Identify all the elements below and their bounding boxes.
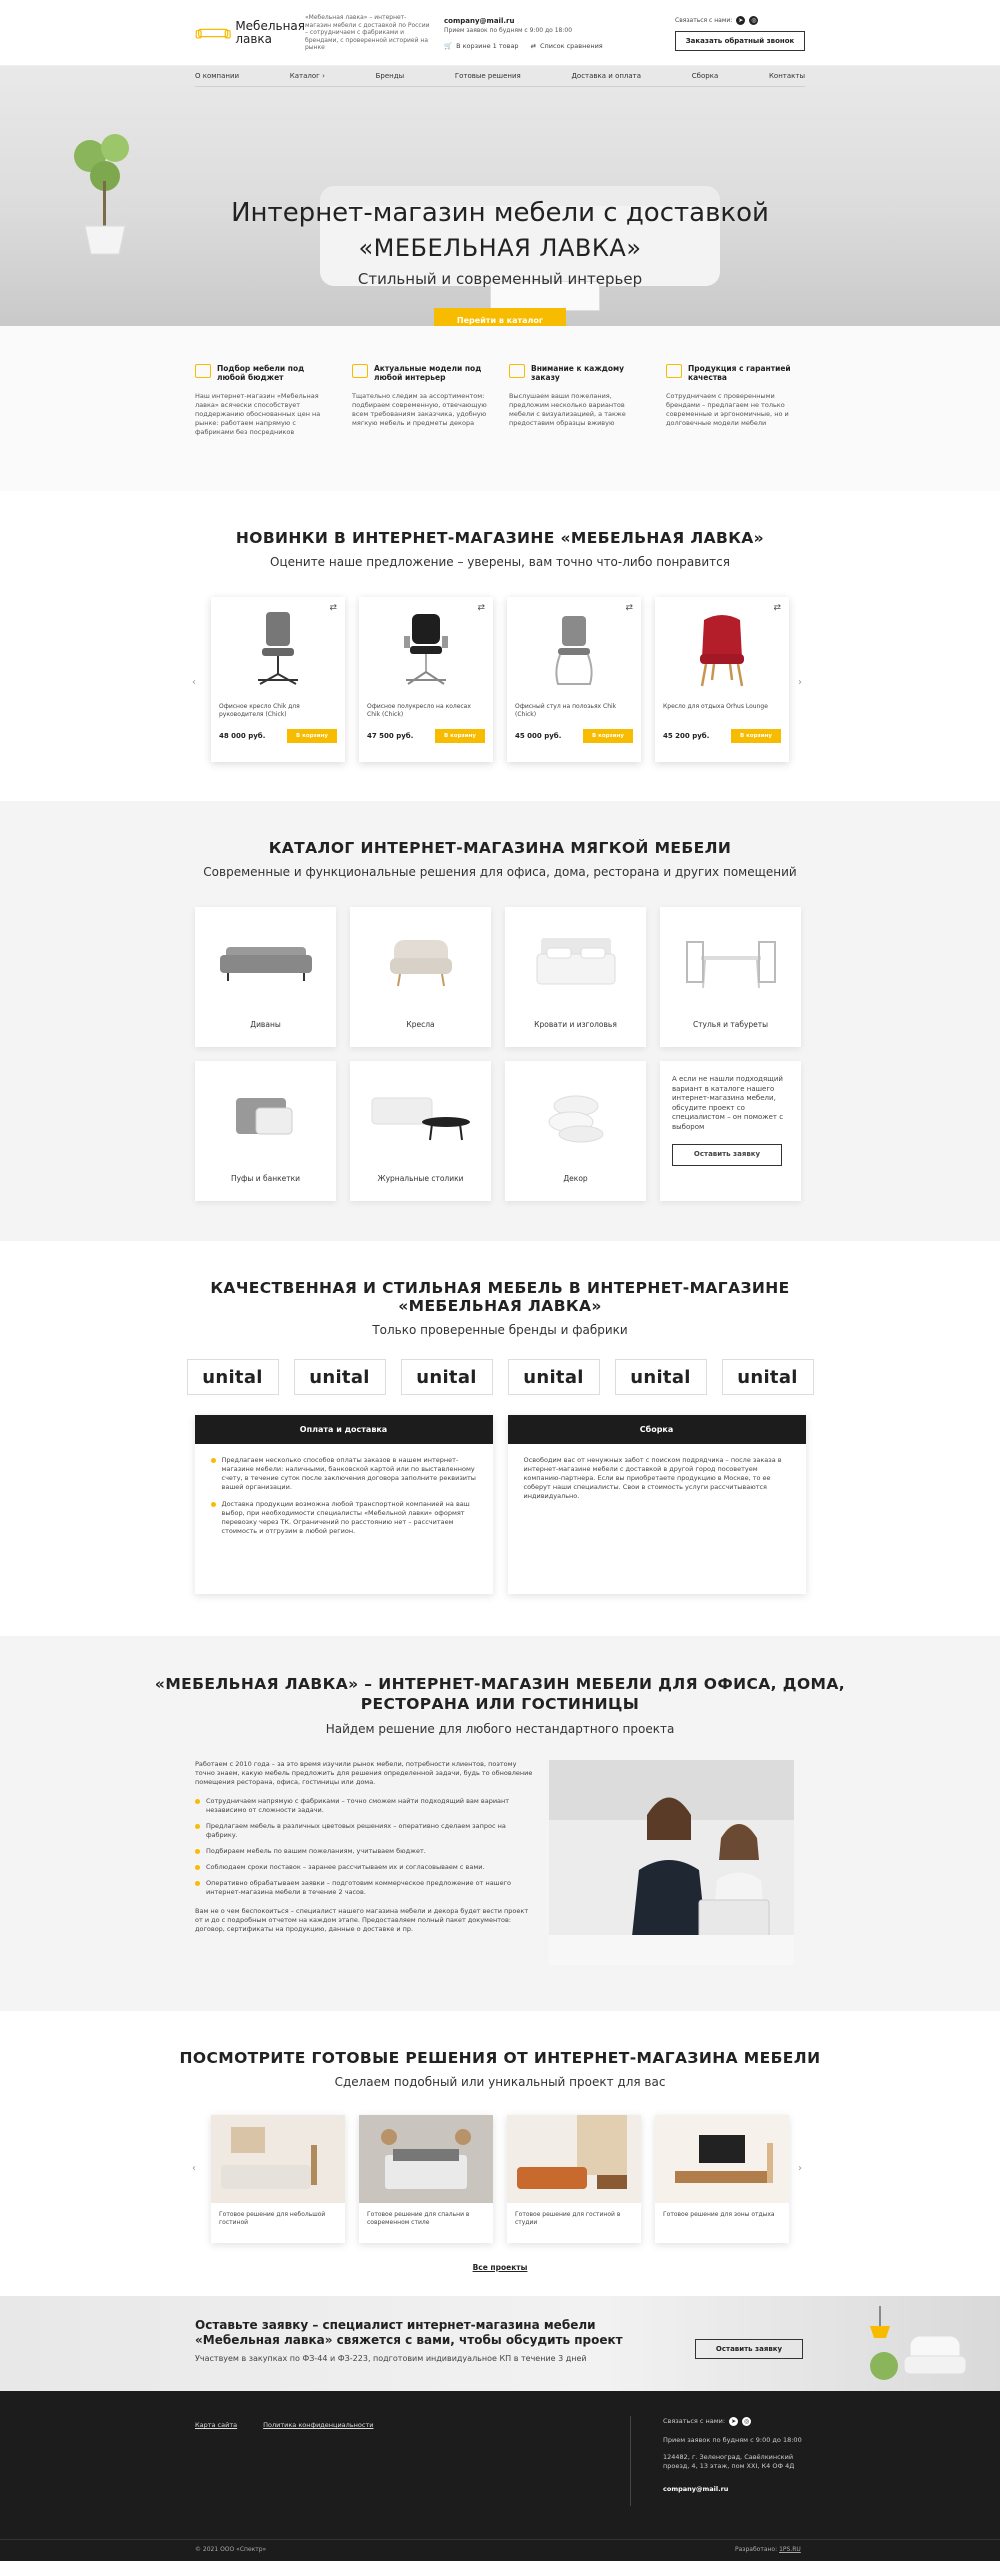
about-text: Работаем с 2010 года – за это время изучили рынок мебели, потребности клиентов, поэтому точно знаем, какую мебель предложить для решения определенной задачи, будь то обновление помещения ресторана, офиса, гостиницы или дома. Сотрудничаем напрямую с фабриками – точно сможем найти подходящий вам вариант независимо от сложности задачи. Предлагаем мебель в различных цветовых решениях – оперативно сделаем запрос на фабрику. Подбираем мебель по вашим пожеланиям, учитываем бюджет. Соблюдаем сроки поставок – заранее рассчитываем их и согласовываем с вами. Оперативно обрабатываем заявки – подготовим коммерческое предложение от нашего интернет-магазина мебели в течение 2 часов. Вам не о чем беспокоиться – специалист нашего магазина мебели и декора будет вести проект от и до с подробным отчетом на каждом этапе. Предоставляем полный пакет документов: договор, сертификаты на продукцию, данные о доставке и пр. bbox=[195, 1760, 535, 1965]
product-price: 45 000 руб. bbox=[515, 732, 562, 740]
header-hours: Прием заявок по будням с 9:00 до 18:00 bbox=[444, 26, 573, 34]
chairs-image bbox=[681, 932, 781, 992]
header-contacts bbox=[430, 17, 620, 50]
category-card[interactable]: Кресла bbox=[350, 907, 491, 1047]
telegram-icon[interactable]: ➤ bbox=[731, 2418, 737, 2425]
studio-image bbox=[507, 2115, 641, 2203]
section-subtitle: Оцените наше предложение – уверены, вам точно что-либо понравится bbox=[270, 555, 730, 569]
pouf-image bbox=[226, 1088, 306, 1144]
category-card[interactable]: Пуфы и банкетки bbox=[195, 1061, 336, 1201]
bullet-icon bbox=[195, 1865, 200, 1870]
brand-logo[interactable]: unital bbox=[187, 1359, 279, 1395]
compare-icon[interactable]: ⇄ bbox=[625, 603, 633, 613]
office-chair-image bbox=[248, 610, 308, 690]
hero-title-brand: «МЕБЕЛЬНАЯ ЛАВКА» bbox=[358, 234, 642, 262]
social-row: Связаться с нами: ➤ ◎ bbox=[675, 16, 757, 24]
footer-email[interactable]: company@mail.ru bbox=[663, 2485, 729, 2493]
logo[interactable] bbox=[195, 19, 305, 47]
product-price: 47 500 руб. bbox=[367, 732, 414, 740]
list-item: Доставка продукции возможна любой транспортной компанией на ваш выбор, при необходимости специалисты «Мебельной лавки» оформят перевозку через ТК. Ограничений по расстоянию нет – рассчитаем стоимость и отгрузим в любой регион. bbox=[211, 1500, 477, 1536]
catalog-button[interactable]: Перейти в каталог bbox=[434, 308, 566, 326]
lounge-chair-image bbox=[692, 610, 752, 690]
list-item: Предлагаем несколько способов оплаты заказов в нашем интернет-магазине мебели: наличными, банковской картой или по выставленному счету, в течение суток после заключения договора заполните реквизиты вашей организации. bbox=[211, 1456, 477, 1492]
bullet-icon bbox=[195, 1799, 200, 1804]
catalog-section bbox=[0, 801, 1000, 1241]
cart-link[interactable]: 🛒 В корзине 1 товар bbox=[444, 41, 519, 50]
request-button[interactable]: Оставить заявку bbox=[695, 2339, 803, 2359]
copyright-bar bbox=[0, 2539, 1000, 2561]
main-nav bbox=[195, 66, 805, 87]
brand-logo[interactable]: unital bbox=[508, 1359, 600, 1395]
assembly-title: Сборка bbox=[508, 1415, 806, 1444]
footer-contacts: Связаться с нами: ➤ ◎ Прием заявок по будням с 9:00 до 18:00 124482, г. Зеленоград, Савёлкинский проезд, 4, 13 этаж, пом XXI, К4 ОФ 4Д company@mail.ru bbox=[663, 2417, 802, 2493]
privacy-link[interactable]: Политика конфиденциальности bbox=[263, 2421, 374, 2429]
banner-subtitle: Участвуем в закупках по ФЗ-44 и ФЗ-223, подготовим индивидуальное КП в течение 3 дней bbox=[195, 2354, 587, 2363]
section-title: ПОСМОТРИТЕ ГОТОВЫЕ РЕШЕНИЯ ОТ ИНТЕРНЕТ-МАГАЗИНА МЕБЕЛИ bbox=[179, 2049, 821, 2067]
logo-text: Мебельная лавка bbox=[235, 19, 305, 46]
list-item: Соблюдаем сроки поставок – заранее рассчитываем их и согласовываем с вами. bbox=[195, 1863, 535, 1872]
footer-divider bbox=[630, 2416, 631, 2506]
assembly-block: Сборка Освободим вас от ненужных забот с поиском подрядчика – после заказа в интернет-магазине мебели с доставкой в другой город посоветуем компанию-партнера. Если вы приобретаете продукцию в Москве, то ее соберут наши специалисты. Свои в стоимость услуги рассчитываются индивидуально. bbox=[508, 1415, 806, 1594]
sofa-image bbox=[216, 937, 316, 987]
section-subtitle: Найдем решение для любого нестандартного проекта bbox=[325, 1722, 675, 1736]
footer bbox=[0, 2391, 1000, 2539]
slider-next-icon[interactable]: › bbox=[798, 677, 802, 688]
office-people-image bbox=[549, 1760, 794, 1965]
brand-logo[interactable]: unital bbox=[401, 1359, 493, 1395]
list-item: Оперативно обрабатываем заявки – подготовим коммерческое предложение от нашего интернет-магазина мебели в течение 2 часов. bbox=[195, 1879, 535, 1897]
brand-logo[interactable]: unital bbox=[722, 1359, 814, 1395]
bullet-icon bbox=[195, 1881, 200, 1886]
product-price: 45 200 руб. bbox=[663, 732, 710, 740]
new-products-section bbox=[0, 491, 1000, 801]
nav-item-delivery[interactable]: Доставка и оплата bbox=[571, 72, 642, 80]
team-photo bbox=[549, 1760, 794, 1965]
request-button[interactable]: Оставить заявку bbox=[672, 1144, 782, 1166]
all-projects-link[interactable]: Все проекты bbox=[472, 2263, 528, 2272]
bullet-icon bbox=[211, 1458, 216, 1463]
copyright: © 2021 ООО «Спектр» bbox=[195, 2546, 267, 2553]
solution-card[interactable]: Готовое решение для зоны отдыха bbox=[655, 2115, 789, 2243]
bullet-icon bbox=[195, 1824, 200, 1829]
nav-item-assembly[interactable]: Сборка bbox=[691, 72, 719, 80]
telegram-icon[interactable]: ➤ bbox=[738, 16, 744, 24]
add-to-cart-button[interactable]: В корзину bbox=[287, 729, 337, 743]
bed-image bbox=[531, 932, 621, 992]
whatsapp-icon[interactable]: ◎ bbox=[743, 2418, 750, 2425]
developer-link[interactable]: 1PS.RU bbox=[779, 2546, 801, 2553]
compare-link[interactable]: ⇄ Список сравнения bbox=[530, 41, 603, 50]
category-card[interactable]: Декор bbox=[505, 1061, 646, 1201]
section-subtitle: Только проверенные бренды и фабрики bbox=[372, 1323, 628, 1337]
product-card[interactable]: ⇄ Кресло для отдыха Orhus Lounge 45 200 руб. В корзину bbox=[655, 597, 789, 762]
hero-title: Интернет-магазин мебели с доставкой bbox=[231, 198, 769, 228]
sofa-icon bbox=[352, 364, 368, 378]
coffee-table-image bbox=[366, 1088, 476, 1144]
section-subtitle: Современные и функциональные решения для офиса, дома, ресторана и других помещений bbox=[203, 865, 797, 879]
site-header bbox=[0, 0, 1000, 66]
lounge-zone-image bbox=[655, 2115, 789, 2203]
brand-logo[interactable]: unital bbox=[294, 1359, 386, 1395]
compare-icon: ⇄ bbox=[530, 41, 537, 50]
about-section bbox=[0, 1636, 1000, 2011]
nav-item-solutions[interactable]: Готовые решения bbox=[454, 72, 521, 80]
header-tagline: «Мебельная лавка» – интернет-магазин мебели с доставкой по России – сотрудничаем с фабриками и брендами, с проверенной историей на рынке bbox=[305, 14, 430, 52]
living-room-image bbox=[211, 2115, 345, 2203]
brand-logo[interactable]: unital bbox=[615, 1359, 707, 1395]
request-banner bbox=[0, 2296, 1000, 2391]
advantage-item: Внимание к каждому заказу Выслушаем ваши пожелания, предложим несколько вариантов мебели с визуализацией, а также предоставим образцы вживую bbox=[509, 364, 626, 427]
section-subtitle: Сделаем подобный или уникальный проект для вас bbox=[334, 2075, 666, 2089]
add-to-cart-button[interactable]: В корзину bbox=[583, 729, 633, 743]
slider-prev-icon[interactable]: ‹ bbox=[192, 2163, 196, 2174]
compare-icon[interactable]: ⇄ bbox=[773, 603, 781, 613]
nav-item-contacts[interactable]: Контакты bbox=[768, 72, 805, 80]
list-item: Предлагаем мебель в различных цветовых решениях – оперативно сделаем запрос на фабрику. bbox=[195, 1822, 535, 1840]
developer-credit: Разработано: 1PS.RU bbox=[735, 2546, 801, 2553]
solution-card[interactable]: Готовое решение для гостиной в студии bbox=[507, 2115, 641, 2243]
category-card[interactable]: Журнальные столики bbox=[350, 1061, 491, 1201]
callback-button[interactable]: Заказать обратный звонок bbox=[675, 31, 805, 51]
bullet-icon bbox=[211, 1502, 216, 1507]
bullet-icon bbox=[195, 1849, 200, 1854]
decor-pillows-image bbox=[541, 1088, 611, 1144]
advantage-item: Актуальные модели под любой интерьер Тщательно следим за ассортиментом: подбираем современную, отвечающую всем требованиям заказчика, удобную мягкую мебель и предметы декора bbox=[352, 364, 487, 427]
product-card[interactable]: ⇄ Офисное кресло Chik для руководителя (Chick) 48 000 руб. В корзину bbox=[211, 597, 345, 762]
solutions-section bbox=[0, 2011, 1000, 2296]
advantage-item: Подбор мебели под любой бюджет Наш интернет-магазин «Мебельная лавка» всячески способствует поддержанию обоснованных цен на рынке: работаем напрямую с фабриками без посредников bbox=[195, 364, 321, 436]
sofa-logo-icon bbox=[195, 19, 231, 47]
advantages bbox=[0, 326, 1000, 491]
category-card[interactable]: Стулья и табуреты bbox=[660, 907, 801, 1047]
product-card[interactable]: ⇄ Офисный стул на полозьях Chik (Chick) 45 000 руб. В корзину bbox=[507, 597, 641, 762]
payment-title: Оплата и доставка bbox=[195, 1415, 493, 1444]
add-to-cart-button[interactable]: В корзину bbox=[731, 729, 781, 743]
office-chair-image bbox=[396, 610, 456, 690]
hero bbox=[0, 66, 1000, 326]
banner-title: Оставьте заявку – специалист интернет-магазина мебели «Мебельная лавка» свяжется с вами, чтобы обсудить проект bbox=[195, 2318, 623, 2347]
payment-block bbox=[195, 1415, 493, 1594]
handshake-icon bbox=[509, 364, 525, 378]
product-price: 48 000 руб. bbox=[219, 732, 266, 740]
nav-item-about[interactable]: О компании bbox=[195, 72, 240, 80]
section-title: КАТАЛОГ ИНТЕРНЕТ-МАГАЗИНА МЯГКОЙ МЕБЕЛИ bbox=[268, 839, 732, 857]
whatsapp-icon[interactable]: ◎ bbox=[751, 16, 757, 24]
nav-item-brands[interactable]: Бренды bbox=[375, 72, 405, 80]
armchair-lamp-image bbox=[860, 2306, 980, 2391]
category-card[interactable]: Диваны bbox=[195, 907, 336, 1047]
solution-card[interactable]: Готовое решение для небольшой гостиной bbox=[211, 2115, 345, 2243]
wallet-icon bbox=[195, 364, 211, 378]
compare-icon[interactable]: ⇄ bbox=[329, 603, 337, 613]
solution-card[interactable]: Готовое решение для спальни в современном стиле bbox=[359, 2115, 493, 2243]
catalog-help-card: А если не нашли подходящий вариант в каталоге нашего интернет-магазина мебели, обсудите проект со специалистом – он поможет с выбором Оставить заявку bbox=[660, 1061, 801, 1201]
advantage-item: Продукция с гарантией качества Сотрудничаем с проверенными брендами – предлагаем не только современные и эргономичные, но и долговечные модели мебели bbox=[666, 364, 791, 427]
list-item: Подбираем мебель по вашим пожеланиям, учитываем бюджет. bbox=[195, 1847, 535, 1856]
slider-next-icon[interactable]: › bbox=[798, 2163, 802, 2174]
office-chair-image bbox=[544, 610, 604, 690]
hero-subtitle: Стильный и современный интерьер bbox=[357, 270, 643, 288]
list-item: Сотрудничаем напрямую с фабриками – точно сможем найти подходящий вам вариант независимо от сложности задачи. bbox=[195, 1797, 535, 1815]
slider-prev-icon[interactable]: ‹ bbox=[192, 677, 196, 688]
compare-icon[interactable]: ⇄ bbox=[477, 603, 485, 613]
star-icon bbox=[666, 364, 682, 378]
bedroom-image bbox=[359, 2115, 493, 2203]
section-title: «МЕБЕЛЬНАЯ ЛАВКА» – ИНТЕРНЕТ-МАГАЗИН МЕБЕЛИ ДЛЯ ОФИСА, ДОМА, РЕСТОРАНА ИЛИ ГОСТИНИЦЫ bbox=[154, 1675, 846, 1713]
sitemap-link[interactable]: Карта сайта bbox=[195, 2421, 238, 2429]
nav-item-catalog[interactable]: Каталог › bbox=[289, 72, 325, 80]
category-card[interactable]: Кровати и изголовья bbox=[505, 907, 646, 1047]
product-card[interactable]: ⇄ Офисное полукресло на колесах Chik (Chick) 47 500 руб. В корзину bbox=[359, 597, 493, 762]
header-email[interactable]: company@mail.ru bbox=[444, 16, 515, 25]
section-title: КАЧЕСТВЕННАЯ И СТИЛЬНАЯ МЕБЕЛЬ В ИНТЕРНЕТ-МАГАЗИНЕ «МЕБЕЛЬНАЯ ЛАВКА» bbox=[210, 1279, 790, 1315]
section-title: НОВИНКИ В ИНТЕРНЕТ-МАГАЗИНЕ «МЕБЕЛЬНАЯ ЛАВКА» bbox=[235, 529, 765, 547]
armchair-image bbox=[386, 934, 456, 990]
brands-section bbox=[0, 1241, 1000, 1636]
cart-icon: 🛒 bbox=[444, 41, 453, 50]
add-to-cart-button[interactable]: В корзину bbox=[435, 729, 485, 743]
